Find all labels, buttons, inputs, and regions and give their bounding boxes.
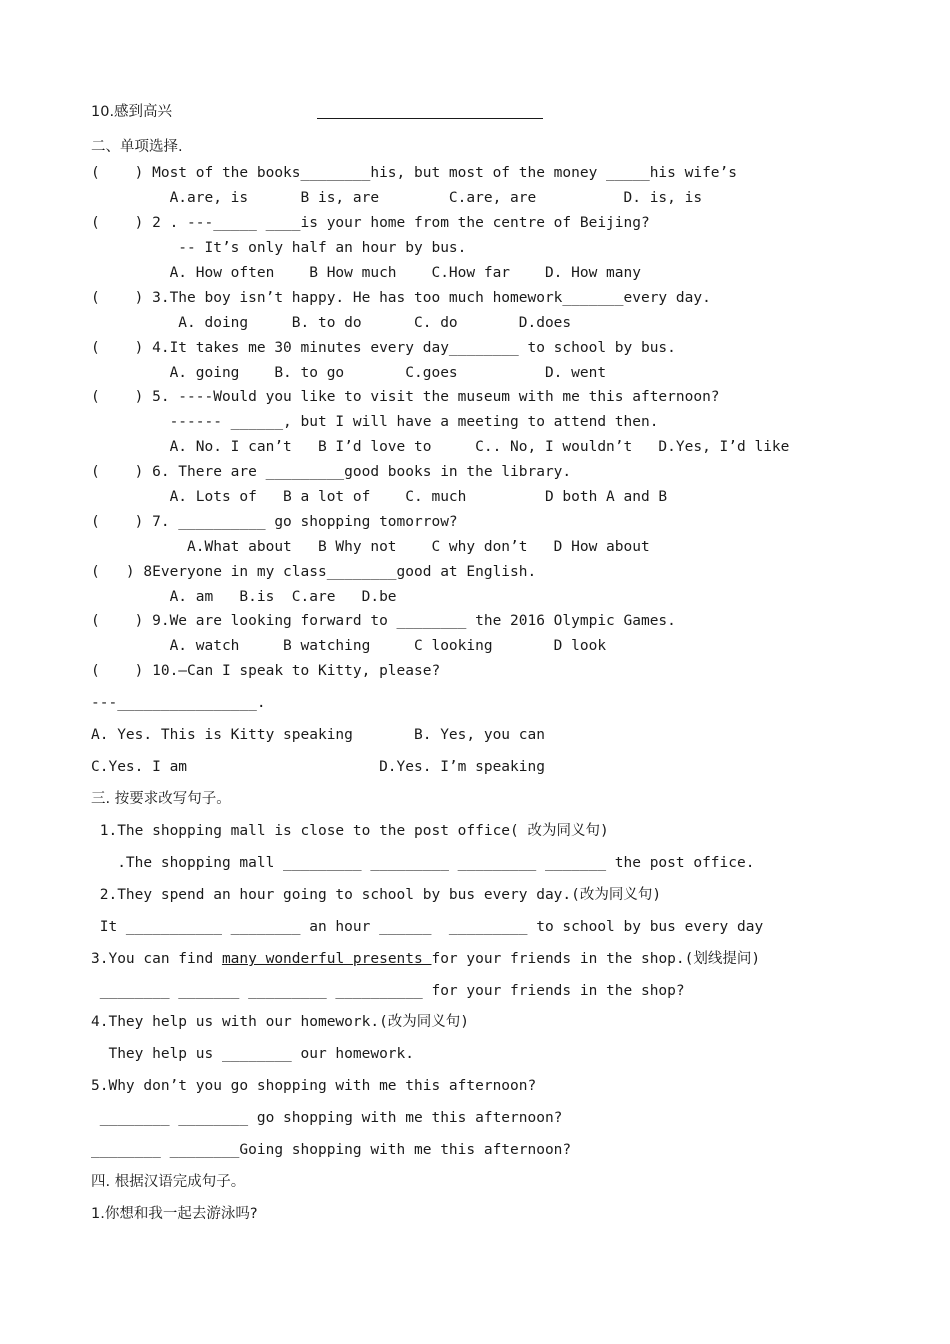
- question-line: 2.They spend an hour going to school by bus every day.(改为同义句): [91, 887, 662, 903]
- question-line: ( ) 3.The boy isn’t happy. He has too much homework_______every day.: [91, 290, 711, 306]
- options-line: A. doing B. to do C. do D.does: [91, 315, 572, 331]
- answer-line: ________ ________Going shopping with me this afternoon?: [91, 1142, 572, 1158]
- answer-line: .The shopping mall _________ _________ _________ _______ the post office.: [91, 855, 755, 871]
- question-text: 3.You can find: [91, 951, 222, 967]
- question-line: ( ) 2 . ---_____ ____is your home from the centre of Beijing?: [91, 215, 650, 231]
- question-line: [91, 950, 760, 968]
- underlined-phrase: many wonderful presents: [221, 951, 432, 967]
- options-line: A. How often B How much C.How far D. How many: [91, 265, 641, 281]
- answer-text: -- It’s only half an hour by bus.: [91, 240, 467, 256]
- answer-text: ---________________.: [91, 695, 266, 711]
- options-line: A. Lots of B a lot of C. much D both A and B: [91, 489, 668, 505]
- options-line: C.Yes. I am D.Yes. I’m speaking: [91, 759, 545, 775]
- question-line: ( ) 6. There are _________good books in the library.: [91, 464, 572, 480]
- answer-line: They help us ________ our homework.: [91, 1046, 415, 1062]
- options-line: A. watch B watching C looking D look: [91, 638, 607, 654]
- section-heading: 四. 根据汉语完成句子。: [91, 1174, 246, 1190]
- question-line: ( ) 4.It takes me 30 minutes every day________ to school by bus.: [91, 340, 676, 356]
- question-line: ( ) 10.—Can I speak to Kitty, please?: [91, 663, 441, 679]
- question-line: 1.你想和我一起去游泳吗?: [91, 1206, 258, 1222]
- answer-text: ------ ______, but I will have a meeting to attend then.: [91, 414, 659, 430]
- question-line: ( ) 7. __________ go shopping tomorrow?: [91, 514, 458, 530]
- question-line: 4.They help us with our homework.(改为同义句): [91, 1014, 470, 1030]
- item-10: 10.感到高兴: [91, 104, 173, 120]
- options-line: A. am B.is C.are D.be: [91, 589, 397, 605]
- question-line: 1.The shopping mall is close to the post office( 改为同义句): [91, 823, 609, 839]
- answer-line: It ___________ ________ an hour ______ _________ to school by bus every day: [91, 919, 764, 935]
- options-line: A. going B. to go C.goes D. went: [91, 365, 607, 381]
- section-heading: 三. 按要求改写句子。: [91, 791, 231, 807]
- options-line: A.What about B Why not C why don’t D How about: [91, 539, 650, 555]
- section-heading: 二、单项选择.: [91, 139, 183, 155]
- options-line: A.are, is B is, are C.are, are D. is, is: [91, 190, 703, 206]
- question-line: ( ) 9.We are looking forward to ________ the 2016 Olympic Games.: [91, 613, 676, 629]
- question-text: for your friends in the shop.(划线提问): [431, 951, 761, 967]
- question-line: ( ) Most of the books________his, but most of the money _____his wife’s: [91, 165, 738, 181]
- answer-line: ________ _______ _________ __________ for your friends in the shop?: [91, 983, 685, 999]
- answer-line: [317, 118, 543, 119]
- question-line: 5.Why don’t you go shopping with me this afternoon?: [91, 1078, 537, 1094]
- question-line: ( ) 8Everyone in my class________good at English.: [91, 564, 537, 580]
- options-line: A. Yes. This is Kitty speaking B. Yes, you can: [91, 727, 545, 743]
- question-line: ( ) 5. ----Would you like to visit the museum with me this afternoon?: [91, 389, 720, 405]
- answer-line: ________ ________ go shopping with me this afternoon?: [91, 1110, 563, 1126]
- options-line: A. No. I can’t B I’d love to C.. No, I wouldn’t D.Yes, I’d like: [91, 439, 790, 455]
